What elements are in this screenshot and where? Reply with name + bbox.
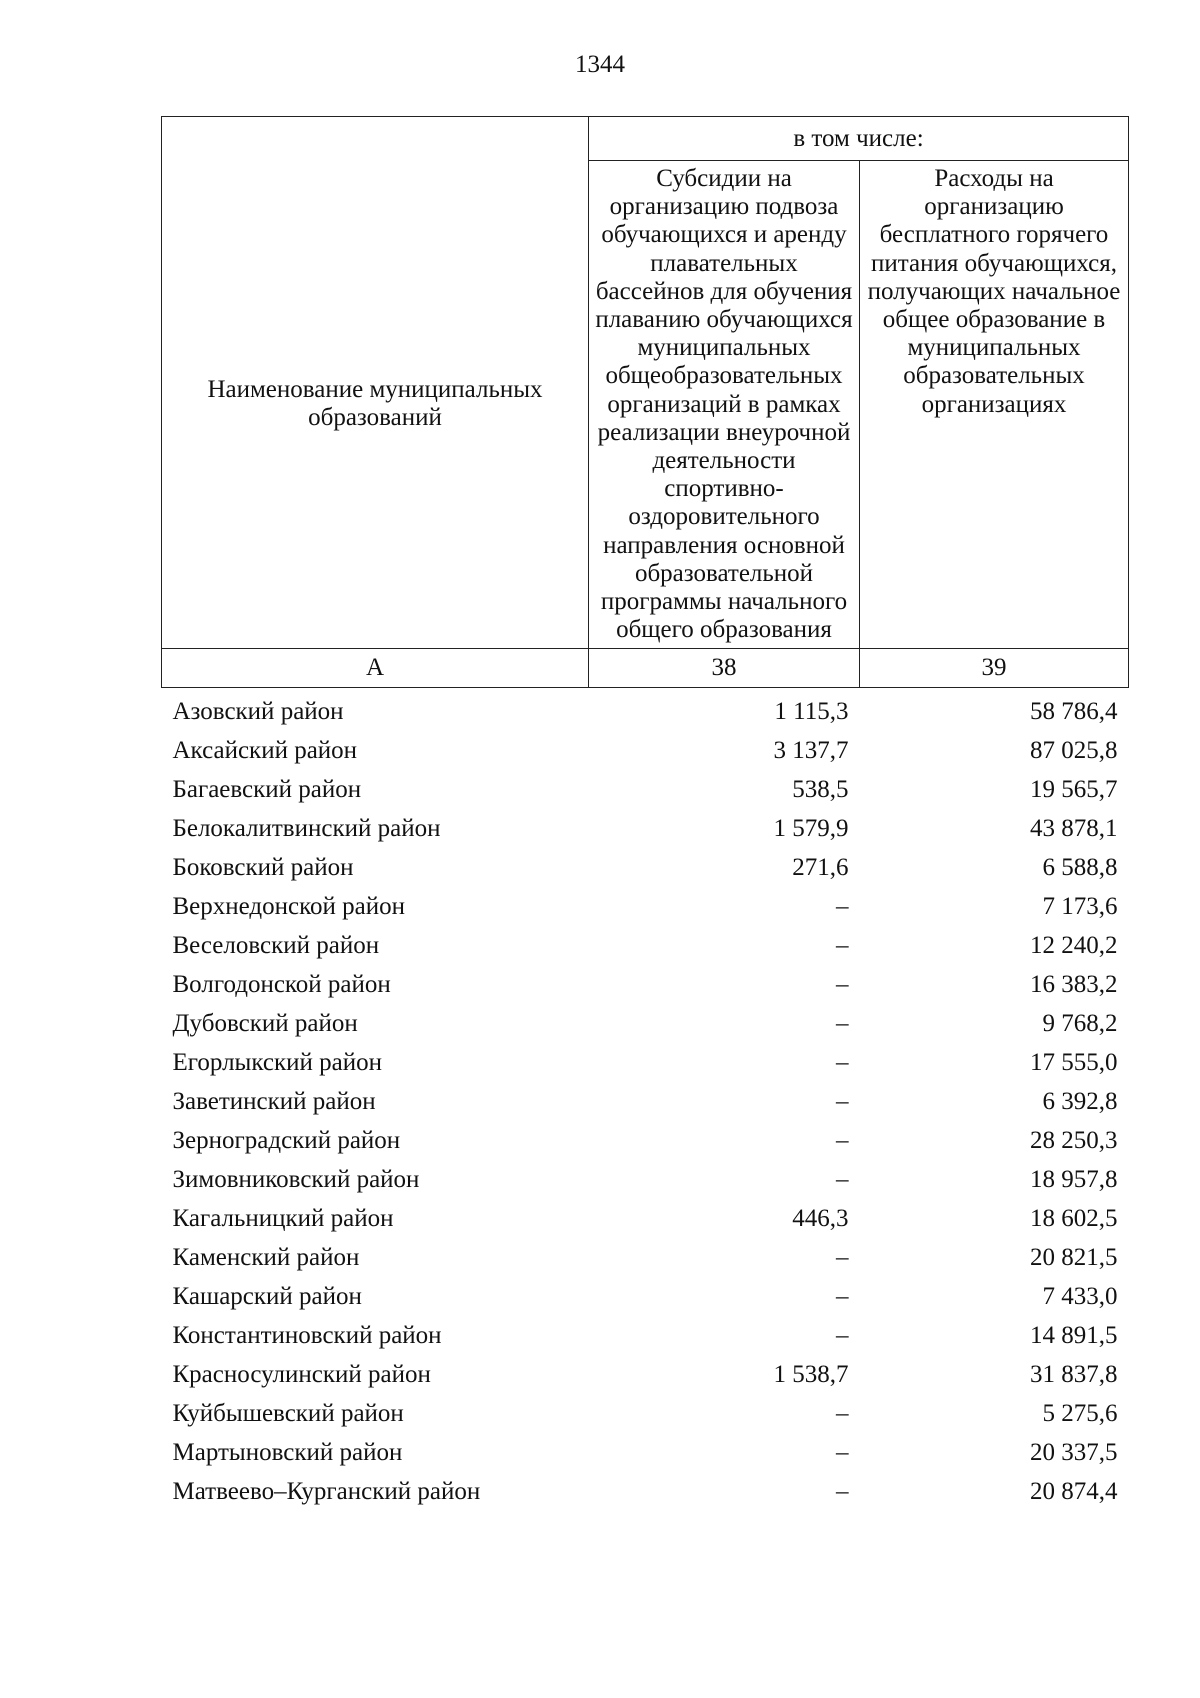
municipality-name: Волгодонской район bbox=[172, 970, 391, 998]
municipality-name: Егорлыкский район bbox=[172, 1048, 382, 1076]
value-col-38: 1 115,3 bbox=[774, 697, 849, 725]
table-row bbox=[162, 1394, 1129, 1433]
table-row bbox=[162, 1043, 1129, 1082]
table-row bbox=[162, 1433, 1129, 1472]
value-col-38: – bbox=[836, 1243, 849, 1271]
value-col-39: 6 588,8 bbox=[1042, 853, 1118, 881]
header-col-39: Расходы на организацию бесплатного горячего питания обучающихся, получающих начальное общее образование в муниципальных образовательных организациях bbox=[860, 161, 1129, 649]
value-col-38: – bbox=[836, 892, 849, 920]
value-col-39: 14 891,5 bbox=[1030, 1321, 1118, 1349]
table-row bbox=[162, 1355, 1129, 1394]
value-col-38: 3 137,7 bbox=[773, 736, 849, 764]
municipality-name: Кашарский район bbox=[172, 1282, 362, 1310]
header-num-39: 39 bbox=[860, 649, 1129, 688]
value-col-39: 12 240,2 bbox=[1030, 931, 1118, 959]
table-row bbox=[162, 731, 1129, 770]
table-row bbox=[162, 770, 1129, 809]
municipality-name: Азовский район bbox=[172, 697, 344, 725]
value-col-39: 18 602,5 bbox=[1030, 1204, 1118, 1232]
table-row bbox=[162, 926, 1129, 965]
municipality-name: Константиновский район bbox=[172, 1321, 442, 1349]
value-col-38: 1 579,9 bbox=[773, 814, 849, 842]
table-row bbox=[162, 809, 1129, 848]
value-col-39: 7 173,6 bbox=[1042, 892, 1118, 920]
value-col-38: – bbox=[836, 1087, 849, 1115]
value-col-38: 446,3 bbox=[792, 1204, 849, 1232]
header-num-a: А bbox=[162, 649, 589, 688]
value-col-39: 5 275,6 bbox=[1042, 1399, 1118, 1427]
table-row bbox=[162, 1121, 1129, 1160]
value-col-38: – bbox=[836, 1165, 849, 1193]
header-group-including: в том числе: bbox=[589, 117, 1129, 161]
municipality-name: Аксайский район bbox=[172, 736, 358, 764]
table-header bbox=[162, 117, 1129, 688]
municipality-name: Куйбышевский район bbox=[172, 1399, 404, 1427]
value-col-38: 271,6 bbox=[792, 853, 849, 881]
table-row bbox=[162, 848, 1129, 887]
table-row bbox=[162, 965, 1129, 1004]
value-col-39: 43 878,1 bbox=[1030, 814, 1118, 842]
table-row bbox=[162, 1277, 1129, 1316]
municipality-name: Кагальницкий район bbox=[172, 1204, 394, 1232]
municipality-name: Мартыновский район bbox=[172, 1438, 403, 1466]
municipality-name: Матвеево–Курганский район bbox=[172, 1477, 481, 1505]
value-col-39: 58 786,4 bbox=[1030, 697, 1118, 725]
value-col-38: – bbox=[836, 931, 849, 959]
municipality-name: Веселовский район bbox=[172, 931, 380, 959]
municipality-name: Зимовниковский район bbox=[172, 1165, 420, 1193]
header-num-38: 38 bbox=[589, 649, 860, 688]
value-col-39: 20 821,5 bbox=[1030, 1243, 1118, 1271]
value-col-39: 87 025,8 bbox=[1030, 736, 1118, 764]
value-col-38: – bbox=[836, 1282, 849, 1310]
value-col-38: 1 538,7 bbox=[773, 1360, 849, 1388]
municipality-name: Верхнедонской район bbox=[172, 892, 405, 920]
value-col-39: 18 957,8 bbox=[1030, 1165, 1118, 1193]
value-col-39: 20 874,4 bbox=[1030, 1477, 1118, 1505]
table-row bbox=[162, 1472, 1129, 1511]
header-col-38: Субсидии на организацию подвоза обучающихся и аренду плавательных бассейнов для обучения плаванию обучающихся муниципальных общеобразовательных организаций в рамках реализации внеурочной деятельности спортивно-оздоровительного направления основной образовательной программы начального общего образования bbox=[589, 161, 860, 649]
value-col-38: – bbox=[836, 1477, 849, 1505]
municipality-name: Каменский район bbox=[172, 1243, 360, 1271]
table-row bbox=[162, 1316, 1129, 1355]
budget-table bbox=[161, 116, 1129, 1511]
table-row bbox=[162, 887, 1129, 926]
value-col-39: 9 768,2 bbox=[1042, 1009, 1118, 1037]
value-col-39: 17 555,0 bbox=[1030, 1048, 1118, 1076]
value-col-38: – bbox=[836, 1438, 849, 1466]
table-row bbox=[162, 1004, 1129, 1043]
table-row bbox=[162, 1160, 1129, 1199]
value-col-38: – bbox=[836, 1126, 849, 1154]
value-col-39: 6 392,8 bbox=[1042, 1087, 1118, 1115]
municipality-name: Боковский район bbox=[172, 853, 354, 881]
value-col-38: – bbox=[836, 1009, 849, 1037]
value-col-38: 538,5 bbox=[792, 775, 849, 803]
value-col-39: 20 337,5 bbox=[1030, 1438, 1118, 1466]
value-col-38: – bbox=[836, 1048, 849, 1076]
value-col-39: 19 565,7 bbox=[1030, 775, 1118, 803]
value-col-39: 28 250,3 bbox=[1030, 1126, 1118, 1154]
table-body bbox=[162, 688, 1129, 1512]
page-number: 1344 bbox=[575, 51, 625, 78]
value-col-39: 16 383,2 bbox=[1030, 970, 1118, 998]
header-municipality: Наименование муниципальных образований bbox=[162, 117, 589, 649]
municipality-name: Белокалитвинский район bbox=[172, 814, 441, 842]
table-row bbox=[162, 1199, 1129, 1238]
value-col-38: – bbox=[836, 970, 849, 998]
municipality-name: Заветинский район bbox=[172, 1087, 376, 1115]
table-row bbox=[162, 688, 1129, 732]
municipality-name: Дубовский район bbox=[172, 1009, 358, 1037]
value-col-38: – bbox=[836, 1399, 849, 1427]
municipality-name: Багаевский район bbox=[172, 775, 362, 803]
municipality-name: Зерноградский район bbox=[172, 1126, 401, 1154]
value-col-38: – bbox=[836, 1321, 849, 1349]
table-row bbox=[162, 1238, 1129, 1277]
value-col-39: 31 837,8 bbox=[1030, 1360, 1118, 1388]
value-col-39: 7 433,0 bbox=[1042, 1282, 1118, 1310]
municipality-name: Красносулинский район bbox=[172, 1360, 431, 1388]
table-row bbox=[162, 1082, 1129, 1121]
